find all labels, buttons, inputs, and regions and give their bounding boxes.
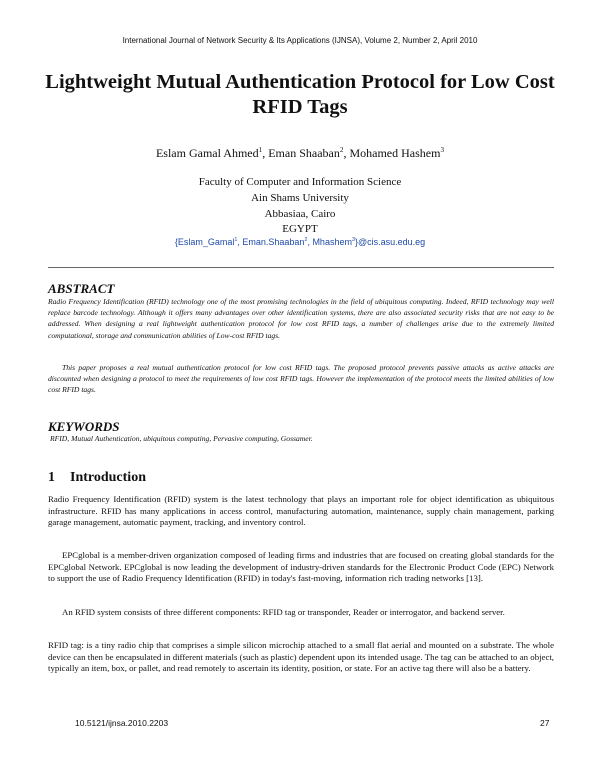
author-sup: 1 xyxy=(258,146,263,154)
abstract-heading: ABSTRACT xyxy=(48,281,115,296)
page-number: 27 xyxy=(540,718,550,728)
author-sep: , xyxy=(262,146,269,160)
author-name: Eslam Gamal Ahmed xyxy=(155,146,259,160)
section-title: Introduction xyxy=(70,470,146,485)
email-sup: 2 xyxy=(304,237,308,243)
affiliation-faculty: Faculty of Computer and Information Science xyxy=(198,176,402,188)
author-name: Mohamed Hashem xyxy=(349,146,441,160)
header-divider xyxy=(48,267,554,268)
keywords-heading: KEYWORDS xyxy=(48,419,120,434)
affiliation-country: EGYPT xyxy=(282,223,318,235)
abstract-paragraph: This paper proposes a real mutual authentication protocol for low cost RFID tags. The proposed protocol prevents passive attacks as active attacks are discounted when designing a protocol to meet the requirements of low cost RFID tags. However the implementation of the protocol meets the limited abilities of low cost RFID tags. xyxy=(48,363,554,395)
abstract-paragraph: Radio Frequency Identification (RFID) technology one of the most promising technologies in the field of ubiquitous computing. Indeed, RFID technology may well replace barcode technology. Although it offers many advantages over other identification systems, there are also associated security risks that are not easy to be addressed. When designing a real lightweight authentication protocol for low cost RFID tags, a number of challenges arise due to the extremely limited computational, storage and communication abilities of Low-cost RFID tags. xyxy=(48,297,554,340)
affiliation-city: Abbasiaa, Cairo xyxy=(264,208,336,220)
author-name: Eman Shaaban xyxy=(268,146,340,160)
body-paragraph: RFID tag: is a tiny radio chip that comprises a simple silicon microchip attached to a small flat aerial and mounted on a substrate. The whole device can then be encapsulated in different materials (such as plastic) dependent upon its intended usage. The tag can be attached to an object, typically an item, box, or pallet, and read remotely to ascertain its identity, position, or state. For an active tag there will also be a battery. xyxy=(48,640,554,673)
section-heading xyxy=(48,470,146,486)
body-paragraph: EPCglobal is a member-driven organization composed of leading firms and industries that are focused on creating global standards for the EPCglobal Network. EPCglobal is now leading the development of industry-driven standards for the Electronic Product Code (EPC) Network to support the use of Radio Frequency Identification (RFID) in today's fast-moving, information rich trading networks [13]. xyxy=(48,550,554,583)
email-sup: 1 xyxy=(234,237,238,243)
paper-title: Lightweight Mutual Authentication Protocol for Low Cost RFID Tags xyxy=(45,71,555,118)
body-paragraph: Radio Frequency Identification (RFID) system is the latest technology that plays an important role for object identification as ubiquitous infrastructure. RFID has many applications in access control, manufacturing automation, maintenance, supply chain management, parking garage management, automatic payment, tracking, and inventory control. xyxy=(48,494,554,527)
doi-footer: 10.5121/ijnsa.2010.2203 xyxy=(75,718,169,728)
email-part: , Mhashem xyxy=(307,237,352,247)
email-part: }@cis.asu.edu.eg xyxy=(354,237,426,247)
journal-header: International Journal of Network Security & Its Applications (IJNSA), Volume 2, Number 2, April 2010 xyxy=(122,36,478,45)
email-sup: 3 xyxy=(351,237,355,243)
affiliation-university: Ain Shams University xyxy=(251,192,349,204)
author-sup: 2 xyxy=(339,146,344,154)
email-part: , Eman.Shaaban xyxy=(237,237,305,247)
author-sep: , xyxy=(343,146,350,160)
keywords-text: RFID, Mutual Authentication, ubiquitous computing, Pervasive computing, Gossamer. xyxy=(50,434,313,443)
author-list xyxy=(0,146,600,161)
section-number: 1 xyxy=(48,470,55,485)
author-sup: 3 xyxy=(440,146,445,154)
author-emails[interactable] xyxy=(0,237,600,247)
email-part: {Eslam_Gamal xyxy=(174,237,235,247)
body-paragraph: An RFID system consists of three different components: RFID tag or transponder, Reader or interrogator, and backend server. xyxy=(62,607,505,617)
